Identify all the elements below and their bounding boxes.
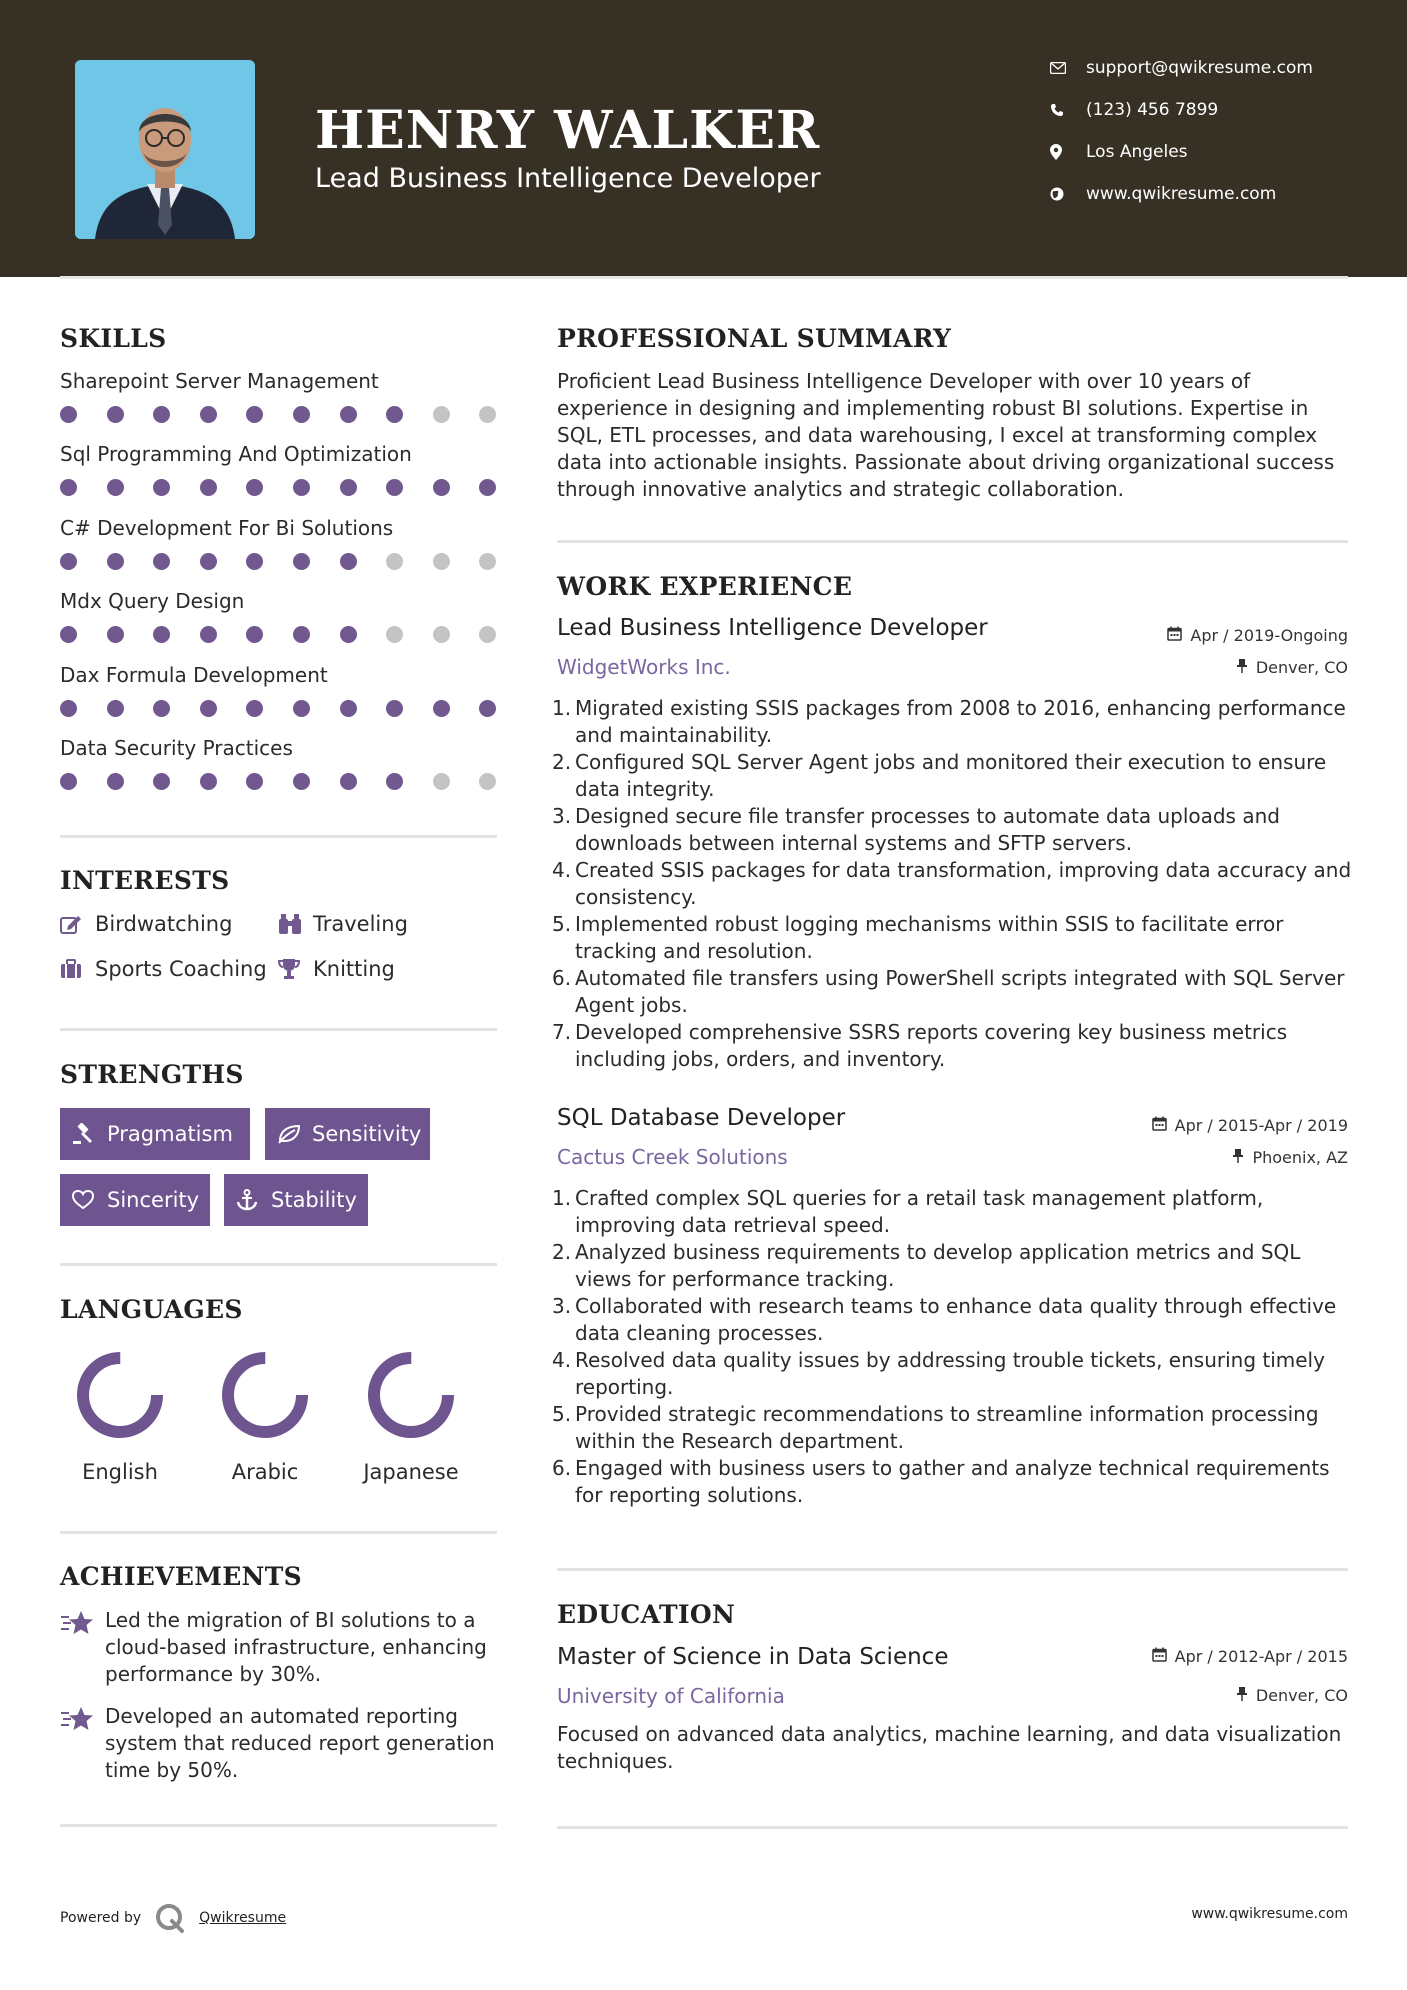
leaf-icon	[277, 1124, 312, 1144]
duty-item: Automated file transfers using PowerShell scripts integrated with SQL Server Agent jobs.	[575, 966, 1345, 1017]
skill-rating-dot	[433, 626, 450, 643]
duty-item: Crafted complex SQL queries for a retail task management platform, improving data retrieval speed.	[575, 1186, 1264, 1237]
duty-item: Implemented robust logging mechanisms within SSIS to facilitate error tracking and resolution.	[575, 912, 1284, 963]
duty-item: Engaged with business users to gather and analyze technical requirements for reporting solutions.	[575, 1456, 1330, 1507]
skill-name: Data Security Practices	[60, 736, 293, 760]
school-name: University of California	[557, 1684, 785, 1708]
strength-label: Sensitivity	[312, 1122, 422, 1146]
skill-rating-dot	[60, 626, 77, 643]
skill-rating-dot	[386, 700, 403, 717]
globe-icon	[1050, 187, 1086, 201]
education-heading: EDUCATION	[557, 1600, 736, 1629]
strength-label: Sincerity	[107, 1188, 200, 1212]
skill-rating-dot	[107, 479, 124, 496]
skill-rating-dot	[479, 700, 496, 717]
star-icon	[60, 1705, 94, 1737]
header	[0, 0, 1407, 277]
skill-rating-dot	[107, 553, 124, 570]
duty-item: Migrated existing SSIS packages from 2008 to 2016, enhancing performance and maintainability.	[575, 696, 1346, 747]
strength-badge	[224, 1174, 368, 1226]
education-dates	[1152, 1647, 1348, 1666]
skill-rating-dot	[340, 626, 357, 643]
languages-divider	[60, 1531, 497, 1534]
job-dates	[1152, 1116, 1348, 1135]
interest-item	[60, 957, 267, 981]
skill-name: Sql Programming And Optimization	[60, 442, 412, 467]
skill-rating-dot	[386, 479, 403, 496]
degree-title: Master of Science in Data Science	[557, 1644, 949, 1670]
skill-rating-dot	[153, 406, 170, 423]
interest-label: Birdwatching	[95, 912, 233, 936]
skill-rating-dot	[200, 553, 217, 570]
contact-phone-text: (123) 456 7899	[1086, 100, 1219, 120]
job-dates-text: Apr / 2019-Ongoing	[1190, 626, 1348, 645]
strength-badge	[60, 1174, 210, 1226]
profile-photo	[75, 60, 255, 239]
achievements-heading: ACHIEVEMENTS	[60, 1562, 302, 1591]
skill-rating-dot	[60, 700, 77, 717]
job-duties	[557, 1185, 1357, 1509]
education-dates-text: Apr / 2012-Apr / 2015	[1174, 1647, 1348, 1666]
language-label: Arabic	[231, 1460, 299, 1484]
education-description: Focused on advanced data analytics, machine learning, and data visualization techniques.	[557, 1722, 1342, 1773]
language-gauge	[65, 1345, 175, 1445]
skill-rating	[60, 406, 500, 424]
skill-rating-dot	[293, 626, 310, 643]
contact-website-text: www.qwikresume.com	[1086, 184, 1277, 204]
achievements-divider	[60, 1824, 497, 1827]
skill-rating	[60, 626, 500, 644]
skill-rating-dot	[153, 626, 170, 643]
skill-rating-dot	[246, 479, 263, 496]
qwikresume-link[interactable]: Qwikresume	[199, 1910, 287, 1926]
duty-item: Developed comprehensive SSRS reports covering key business metrics including jobs, orders, and inventory.	[575, 1020, 1288, 1071]
skill-rating-dot	[246, 626, 263, 643]
skill-rating-dot	[107, 626, 124, 643]
calendar-icon	[1152, 1116, 1167, 1135]
skill-rating-dot	[200, 626, 217, 643]
calendar-icon	[1152, 1647, 1167, 1666]
gavel-icon	[72, 1123, 107, 1145]
header-divider	[60, 276, 1348, 279]
candidate-name: HENRY WALKER	[315, 100, 821, 161]
job-dates-text: Apr / 2015-Apr / 2019	[1174, 1116, 1348, 1135]
skill-rating-dot	[433, 406, 450, 423]
contact-email-text: support@qwikresume.com	[1086, 58, 1313, 78]
trophy-icon	[278, 958, 313, 980]
skill-rating-dot	[107, 773, 124, 790]
skill-rating-dot	[433, 479, 450, 496]
job-location	[1232, 1148, 1348, 1167]
language-gauge	[210, 1345, 320, 1445]
skill-rating-dot	[340, 553, 357, 570]
skill-rating-dot	[340, 700, 357, 717]
skill-rating-dot	[153, 773, 170, 790]
skill-rating-dot	[246, 553, 263, 570]
pushpin-icon	[1232, 1148, 1244, 1167]
contact-website[interactable]	[1050, 184, 1276, 204]
contact-location-text: Los Angeles	[1086, 142, 1188, 162]
languages-heading: LANGUAGES	[60, 1295, 243, 1324]
skill-rating-dot	[293, 700, 310, 717]
skill-rating-dot	[479, 479, 496, 496]
pushpin-icon	[1236, 1686, 1248, 1705]
skill-rating-dot	[153, 553, 170, 570]
job-title: SQL Database Developer	[557, 1105, 846, 1131]
interest-item	[278, 957, 395, 981]
skill-rating-dot	[153, 700, 170, 717]
interest-item	[60, 912, 232, 936]
skill-rating-dot	[293, 553, 310, 570]
skill-rating-dot	[433, 773, 450, 790]
company-name: Cactus Creek Solutions	[557, 1145, 788, 1169]
qwikresume-logo-icon	[155, 1903, 185, 1933]
interest-label: Sports Coaching	[95, 957, 267, 981]
skill-rating-dot	[340, 406, 357, 423]
skill-rating-dot	[246, 406, 263, 423]
language-level-arc	[83, 1358, 157, 1432]
job-location-text: Phoenix, AZ	[1252, 1148, 1348, 1167]
language-label: Japanese	[363, 1460, 459, 1484]
skill-rating-dot	[200, 479, 217, 496]
achievement-text: Led the migration of BI solutions to a cloud-based infrastructure, enhancing performance by 30%.	[105, 1608, 487, 1686]
skill-rating-dot	[433, 700, 450, 717]
experience-heading: WORK EXPERIENCE	[557, 572, 853, 601]
skill-rating-dot	[433, 553, 450, 570]
skill-rating-dot	[60, 406, 77, 423]
skill-rating-dot	[479, 553, 496, 570]
skill-rating-dot	[340, 479, 357, 496]
education-location-text: Denver, CO	[1255, 1686, 1348, 1705]
interest-item	[278, 912, 408, 936]
skill-rating	[60, 479, 500, 497]
language-label: English	[82, 1460, 158, 1484]
contact-email[interactable]	[1050, 58, 1313, 78]
strengths-heading: STRENGTHS	[60, 1060, 244, 1089]
contact-location	[1050, 142, 1188, 162]
strength-badge	[60, 1108, 250, 1160]
skill-rating-dot	[293, 479, 310, 496]
skill-name: Dax Formula Development	[60, 662, 328, 687]
job-duties	[557, 695, 1357, 1073]
job-dates	[1167, 626, 1348, 645]
interest-label: Knitting	[313, 957, 395, 981]
language-level-arc	[228, 1358, 302, 1432]
binoculars-icon	[278, 913, 313, 935]
skill-rating-dot	[200, 406, 217, 423]
skill-rating-dot	[200, 700, 217, 717]
education-location	[1236, 1686, 1348, 1705]
powered-by-label: Powered by	[60, 1910, 142, 1926]
skill-rating-dot	[386, 553, 403, 570]
phone-icon	[1050, 103, 1086, 117]
strength-label: Stability	[271, 1188, 357, 1212]
achievement-text: Developed an automated reporting system that reduced report generation time by 50%.	[105, 1704, 495, 1782]
skill-rating-dot	[293, 773, 310, 790]
skill-rating-dot	[153, 479, 170, 496]
skill-name: Sharepoint Server Management	[60, 369, 379, 393]
job-location-text: Denver, CO	[1255, 658, 1348, 677]
strength-badge	[265, 1108, 430, 1160]
skill-rating-dot	[479, 626, 496, 643]
skill-name: C# Development For Bi Solutions	[60, 515, 394, 540]
skill-rating-dot	[479, 406, 496, 423]
skill-rating	[60, 700, 500, 718]
job-title: Lead Business Intelligence Developer	[557, 615, 988, 641]
summary-text: Proficient Lead Business Intelligence Developer with over 10 years of experience in designing and implementing robust BI solutions. Expertise in SQL, ETL processes, and data warehousing, I excel at transforming complex data into actionable insights. Passionate about driving organizational success through innovative analytics and strategic collaboration.	[557, 369, 1335, 501]
skill-rating-dot	[60, 479, 77, 496]
duty-item: Provided strategic recommendations to streamline information processing within the Research department.	[575, 1402, 1319, 1453]
skill-rating	[60, 553, 500, 571]
pushpin-icon	[1236, 658, 1248, 677]
skill-rating-dot	[386, 773, 403, 790]
duty-item: Created SSIS packages for data transformation, improving data accuracy and consistency.	[575, 858, 1352, 909]
skill-rating-dot	[60, 553, 77, 570]
skill-rating-dot	[107, 406, 124, 423]
duty-item: Designed secure file transfer processes to automate data uploads and downloads between internal systems and SFTP servers.	[575, 804, 1280, 855]
strength-label: Pragmatism	[107, 1122, 233, 1146]
duty-item: Collaborated with research teams to enhance data quality through effective data cleaning processes.	[575, 1294, 1337, 1345]
star-icon	[60, 1609, 94, 1641]
skill-rating-dot	[340, 773, 357, 790]
achievement-item	[60, 1607, 500, 1697]
heart-icon	[72, 1190, 107, 1210]
summary-divider	[557, 540, 1348, 543]
duty-item: Analyzed business requirements to develop application metrics and SQL views for performance tracking.	[575, 1240, 1301, 1291]
skills-heading: SKILLS	[60, 324, 167, 353]
skill-rating-dot	[293, 406, 310, 423]
job-location	[1236, 658, 1348, 677]
skill-name: Mdx Query Design	[60, 589, 245, 614]
skill-rating-dot	[200, 773, 217, 790]
calendar-icon	[1167, 626, 1182, 645]
education-divider	[557, 1826, 1348, 1829]
interests-divider	[60, 1028, 497, 1031]
skill-rating-dot	[246, 773, 263, 790]
strengths-divider	[60, 1263, 497, 1266]
footer-website[interactable]: www.qwikresume.com	[1191, 1906, 1348, 1922]
pencil-square-icon	[60, 914, 95, 934]
duty-item: Resolved data quality issues by addressing trouble tickets, ensuring timely reporting.	[575, 1348, 1325, 1399]
briefcase-icon	[60, 959, 95, 979]
duty-item: Configured SQL Server Agent jobs and monitored their execution to ensure data integrity.	[575, 750, 1327, 801]
language-level-arc	[374, 1358, 448, 1432]
language-gauge	[356, 1345, 466, 1445]
skill-rating-dot	[60, 773, 77, 790]
candidate-role: Lead Business Intelligence Developer	[315, 163, 821, 194]
skill-rating	[60, 773, 500, 791]
skills-divider	[60, 835, 497, 838]
contact-phone[interactable]	[1050, 100, 1218, 120]
skill-rating-dot	[386, 406, 403, 423]
map-pin-icon	[1050, 144, 1086, 160]
experience-divider	[557, 1568, 1348, 1571]
summary-heading: PROFESSIONAL SUMMARY	[557, 324, 952, 353]
skill-rating-dot	[386, 626, 403, 643]
skill-rating-dot	[107, 700, 124, 717]
anchor-icon	[236, 1189, 271, 1211]
interest-label: Traveling	[313, 912, 408, 936]
skill-rating-dot	[246, 700, 263, 717]
interests-heading: INTERESTS	[60, 866, 230, 895]
footer-powered-by	[60, 1903, 286, 1933]
company-name: WidgetWorks Inc.	[557, 655, 731, 679]
skill-rating-dot	[479, 773, 496, 790]
envelope-icon	[1050, 62, 1086, 74]
achievement-item	[60, 1703, 500, 1793]
